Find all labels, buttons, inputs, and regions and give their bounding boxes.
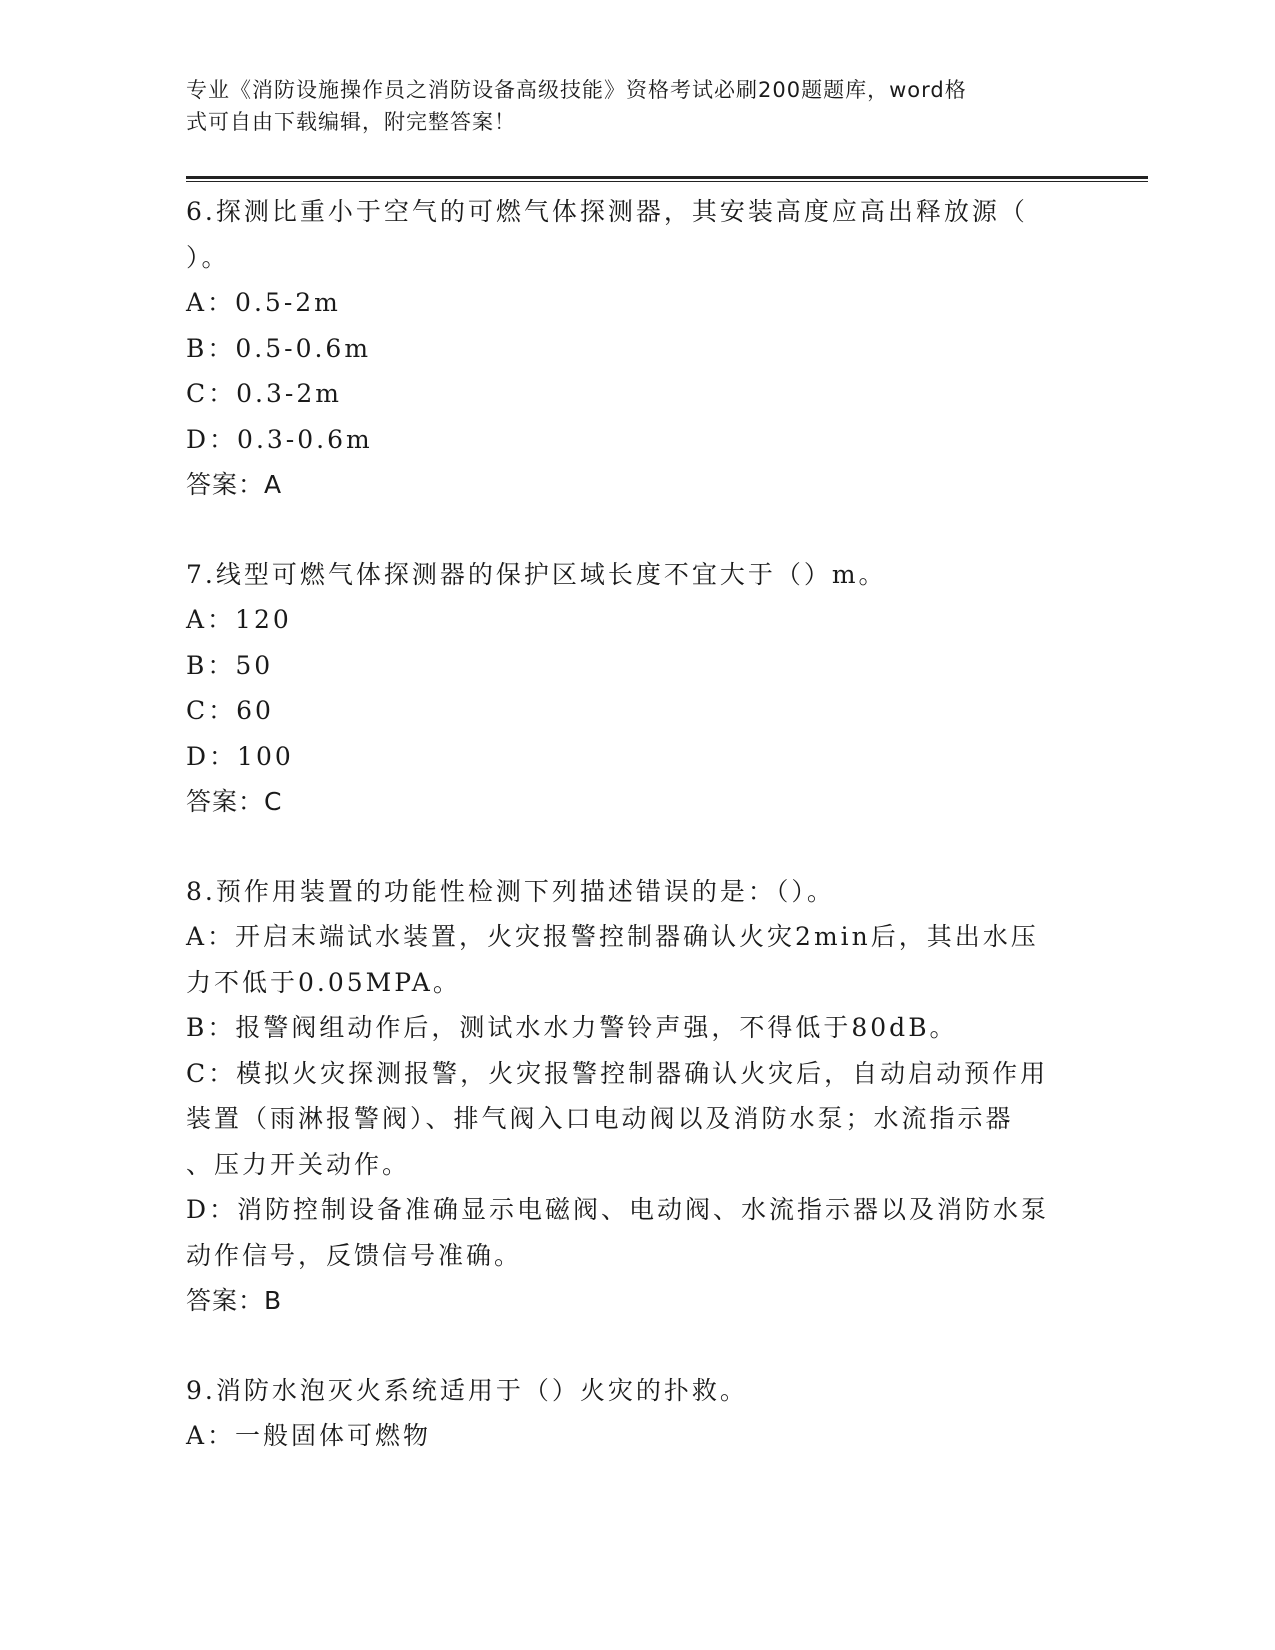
option-d: D：0.3-0.6m	[186, 424, 373, 454]
option-c-continued: 装置（雨淋报警阀）、排气阀入口电动阀以及消防水泵；水流指示器	[186, 1104, 1014, 1133]
option-a: A：0.5-2m	[186, 288, 341, 317]
question-7	[186, 552, 1066, 825]
option-c: C：0.3-2m	[186, 379, 342, 408]
question-6	[186, 189, 1066, 508]
question-stem: 6.探测比重小于空气的可燃气体探测器，其安装高度应高出释放源（	[186, 197, 1028, 226]
option-a: A：开启末端试水装置，火灾报警控制器确认火灾2min后，其出水压	[186, 922, 1039, 951]
option-c-continued: 、压力开关动作。	[186, 1149, 411, 1179]
header-line-1: 专业《消防设施操作员之消防设备高级技能》资格考试必刷200题题库，word格	[186, 78, 967, 102]
option-c: C：60	[186, 696, 274, 725]
option-a: A：一般固体可燃物	[186, 1421, 432, 1450]
header-line-2: 式可自由下载编辑，附完整答案！	[186, 110, 516, 134]
question-stem: 7.线型可燃气体探测器的保护区域长度不宜大于（）m。	[186, 559, 887, 589]
answer: 答案：C	[186, 787, 283, 816]
option-c: C：模拟火灾探测报警，火灾报警控制器确认火灾后，自动启动预作用	[186, 1058, 1049, 1088]
question-stem: 8.预作用装置的功能性检测下列描述错误的是：（）。	[186, 876, 835, 906]
header-divider-thick	[186, 176, 1148, 179]
option-d-continued: 动作信号，反馈信号准确。	[186, 1240, 523, 1270]
answer: 答案：B	[186, 1286, 283, 1315]
question-stem: ）。	[186, 242, 230, 272]
option-b: B：50	[186, 650, 274, 680]
question-list	[186, 189, 1066, 1503]
option-b: B：0.5-0.6m	[186, 333, 372, 363]
question-stem: 9.消防水泡灭火系统适用于（）火灾的扑救。	[186, 1375, 748, 1405]
option-a: A：120	[186, 605, 292, 634]
question-9	[186, 1368, 1066, 1459]
header-divider-thin	[186, 181, 1148, 182]
option-b: B：报警阀组动作后，测试水水力警铃声强，不得低于80dB。	[186, 1013, 958, 1042]
document-header	[186, 74, 1066, 138]
option-d: D：消防控制设备准确显示电磁阀、电动阀、水流指示器以及消防水泵	[186, 1195, 1050, 1224]
answer: 答案：A	[186, 470, 283, 499]
option-a-continued: 力不低于0.05MPA。	[186, 967, 461, 997]
option-d: D：100	[186, 741, 294, 771]
question-8	[186, 869, 1066, 1324]
